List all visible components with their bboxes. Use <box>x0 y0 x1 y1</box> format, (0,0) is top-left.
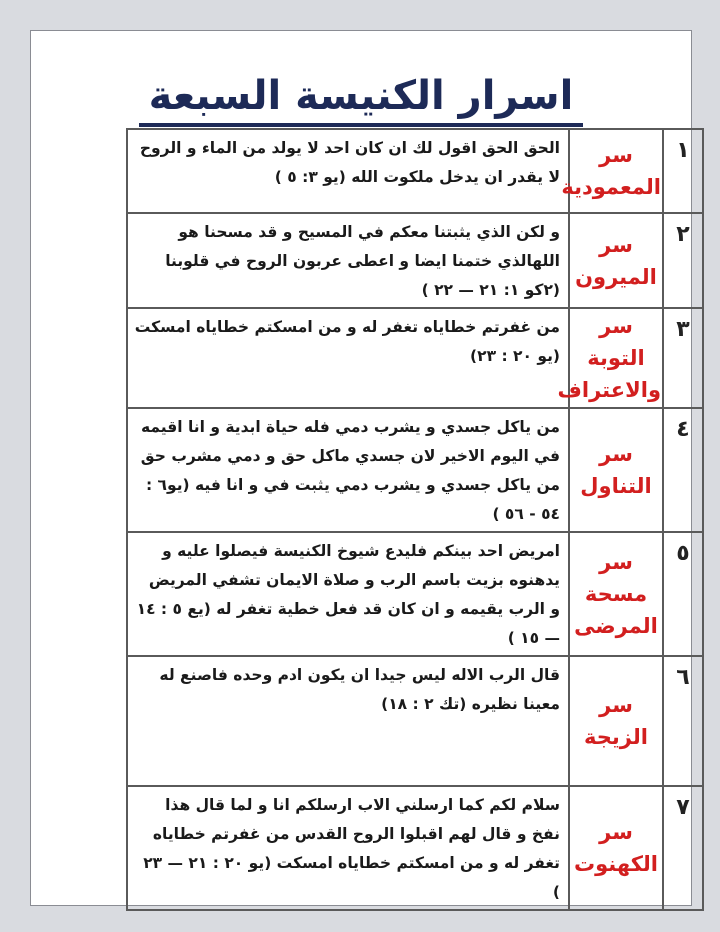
row-sacrament-name: سر التناول <box>569 408 663 532</box>
row-text: من غفرتم خطاياه تغفر له و من امسكتم خطاياه امسكت (يو ٢٠ : ٢٣) <box>127 308 569 408</box>
table-row <box>127 656 703 786</box>
row-text: سلام لكم كما ارسلني الاب ارسلكم انا و لما قال هذا نفخ و قال لهم اقبلوا الروح القدس من غفرتم خطاياه تغفر له و من امسكتم خطاياه امسكت (يو ٢٠ : ٢١ — ٢٣ ) <box>127 786 569 910</box>
title-container <box>31 71 691 127</box>
row-sacrament-name: سر الميرون <box>569 213 663 308</box>
row-sacrament-name: سر التوبة والاعتراف <box>569 308 663 408</box>
row-text: من ياكل جسدي و يشرب دمي فله حياة ابدية و انا اقيمه في اليوم الاخير لان جسدي ماكل حق و دمي مشرب حق من ياكل جسدي و يشرب دمي يثبت في و انا فيه (يو٦ : ٥٤ - ٥٦ ) <box>127 408 569 532</box>
row-number: ٧ <box>663 786 703 910</box>
row-number: ١ <box>663 129 703 213</box>
page-title: اسرار الكنيسة السبعة <box>139 71 584 127</box>
row-sacrament-name: سر الزيجة <box>569 656 663 786</box>
row-number: ٦ <box>663 656 703 786</box>
row-text: و لكن الذي يثبتنا معكم في المسيح و قد مسحنا هو اللهالذي ختمنا ايضا و اعطى عربون الروح في قلوبنا (٢كو ١: ٢١ — ٢٢ ) <box>127 213 569 308</box>
row-sacrament-name: سر المعمودية <box>569 129 663 213</box>
row-sacrament-name: سر الكهنوت <box>569 786 663 910</box>
table-row <box>127 408 703 532</box>
row-text: قال الرب الاله ليس جيدا ان يكون ادم وحده فاصنع له معينا نظيره (تك ٢ : ١٨) <box>127 656 569 786</box>
row-text: الحق الحق اقول لك ان كان احد لا يولد من الماء و الروح لا يقدر ان يدخل ملكوت الله (يو ٣: ٥ ) <box>127 129 569 213</box>
row-text: امريض احد بينكم فليدع شيوخ الكنيسة فيصلوا عليه و يدهنوه بزيت باسم الرب و صلاة الايمان تشفي المريض و الرب يقيمه و ان كان قد فعل خطية تغفر له (يع ٥ : ١٤ — ١٥ ) <box>127 532 569 656</box>
table-row <box>127 129 703 213</box>
table-row <box>127 213 703 308</box>
row-sacrament-name: سر مسحة المرضى <box>569 532 663 656</box>
row-number: ٣ <box>663 308 703 408</box>
table-row <box>127 786 703 910</box>
document-page <box>30 30 692 906</box>
table-row <box>127 532 703 656</box>
row-number: ٢ <box>663 213 703 308</box>
row-number: ٥ <box>663 532 703 656</box>
table-row <box>127 308 703 408</box>
sacraments-table <box>126 128 704 911</box>
row-number: ٤ <box>663 408 703 532</box>
